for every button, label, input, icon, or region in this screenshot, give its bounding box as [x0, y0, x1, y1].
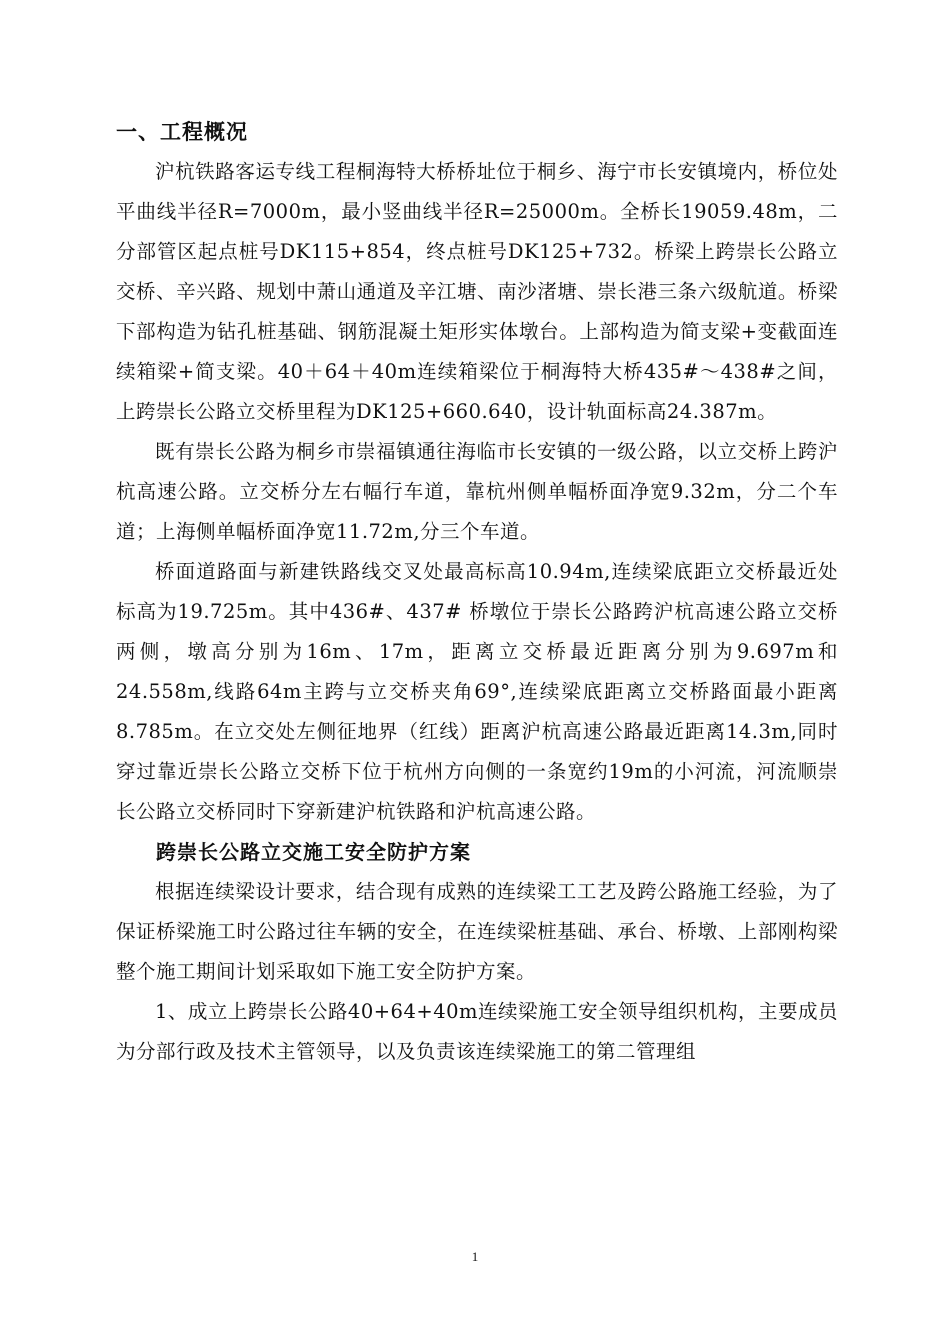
paragraph-elevation-details: 桥面道路面与新建铁路线交叉处最高标高10.94m,连续梁底距立交桥最近处标高为19.725m。其中436#、437# 桥墩位于崇长公路跨沪杭高速公路立交桥两侧，墩高分别为16m、17m，距离立交桥最近距离分别为9.697m和24.558m,线路64m主跨与立交桥夹角69°,连续梁底距离立交桥路面最小距离8.785m。在立交处左侧征地界（红线）距离沪杭高速公路最近距离14.3m,同时穿过靠近崇长公路立交桥下位于杭州方向侧的一条宽约19m的小河流，河流顺崇长公路立交桥同时下穿新建沪杭铁路和沪杭高速公路。 — [116, 560, 838, 823]
paragraph-protection-plan: 根据连续梁设计要求，结合现有成熟的连续梁工工艺及跨公路施工经验，为了保证桥梁施工时公路过往车辆的安全，在连续梁桩基础、承台、桥墩、上部刚构梁整个施工期间计划采取如下施工安全防护方案。 — [116, 880, 838, 983]
document-body — [116, 112, 838, 1072]
subsection-title: 跨崇长公路立交施工安全防护方案 — [156, 840, 471, 864]
paragraph-project-overview: 沪杭铁路客运专线工程桐海特大桥桥址位于桐乡、海宁市长安镇境内，桥位处平曲线半径R=7000m，最小竖曲线半径R=25000m。全桥长19059.48m，二分部管区起点桩号DK115+854，终点桩号DK125+732。桥梁上跨崇长公路立交桥、辛兴路、规划中萧山通道及辛江塘、南沙渚塘、崇长港三条六级航道。桥梁下部构造为钻孔桩基础、钢筋混凝土矩形实体墩台。上部构造为简支梁+变截面连续箱梁+简支梁。40＋64＋40m连续箱梁位于桐海特大桥435#～438#之间，上跨崇长公路立交桥里程为DK125+660.640，设计轨面标高24.387m。 — [116, 160, 838, 423]
paragraph-existing-road: 既有崇长公路为桐乡市崇福镇通往海临市长安镇的一级公路，以立交桥上跨沪杭高速公路。立交桥分左右幅行车道，靠杭州侧单幅桥面净宽9.32m，分二个车道；上海侧单幅桥面净宽11.72m,分三个车道。 — [116, 440, 838, 543]
page-number: 1 — [471, 1249, 479, 1264]
section-title: 一、工程概况 — [116, 120, 248, 144]
paragraph-item-1: 1、成立上跨崇长公路40+64+40m连续梁施工安全领导组织机构，主要成员为分部行政及技术主管领导，以及负责该连续梁施工的第二管理组 — [116, 1000, 839, 1063]
